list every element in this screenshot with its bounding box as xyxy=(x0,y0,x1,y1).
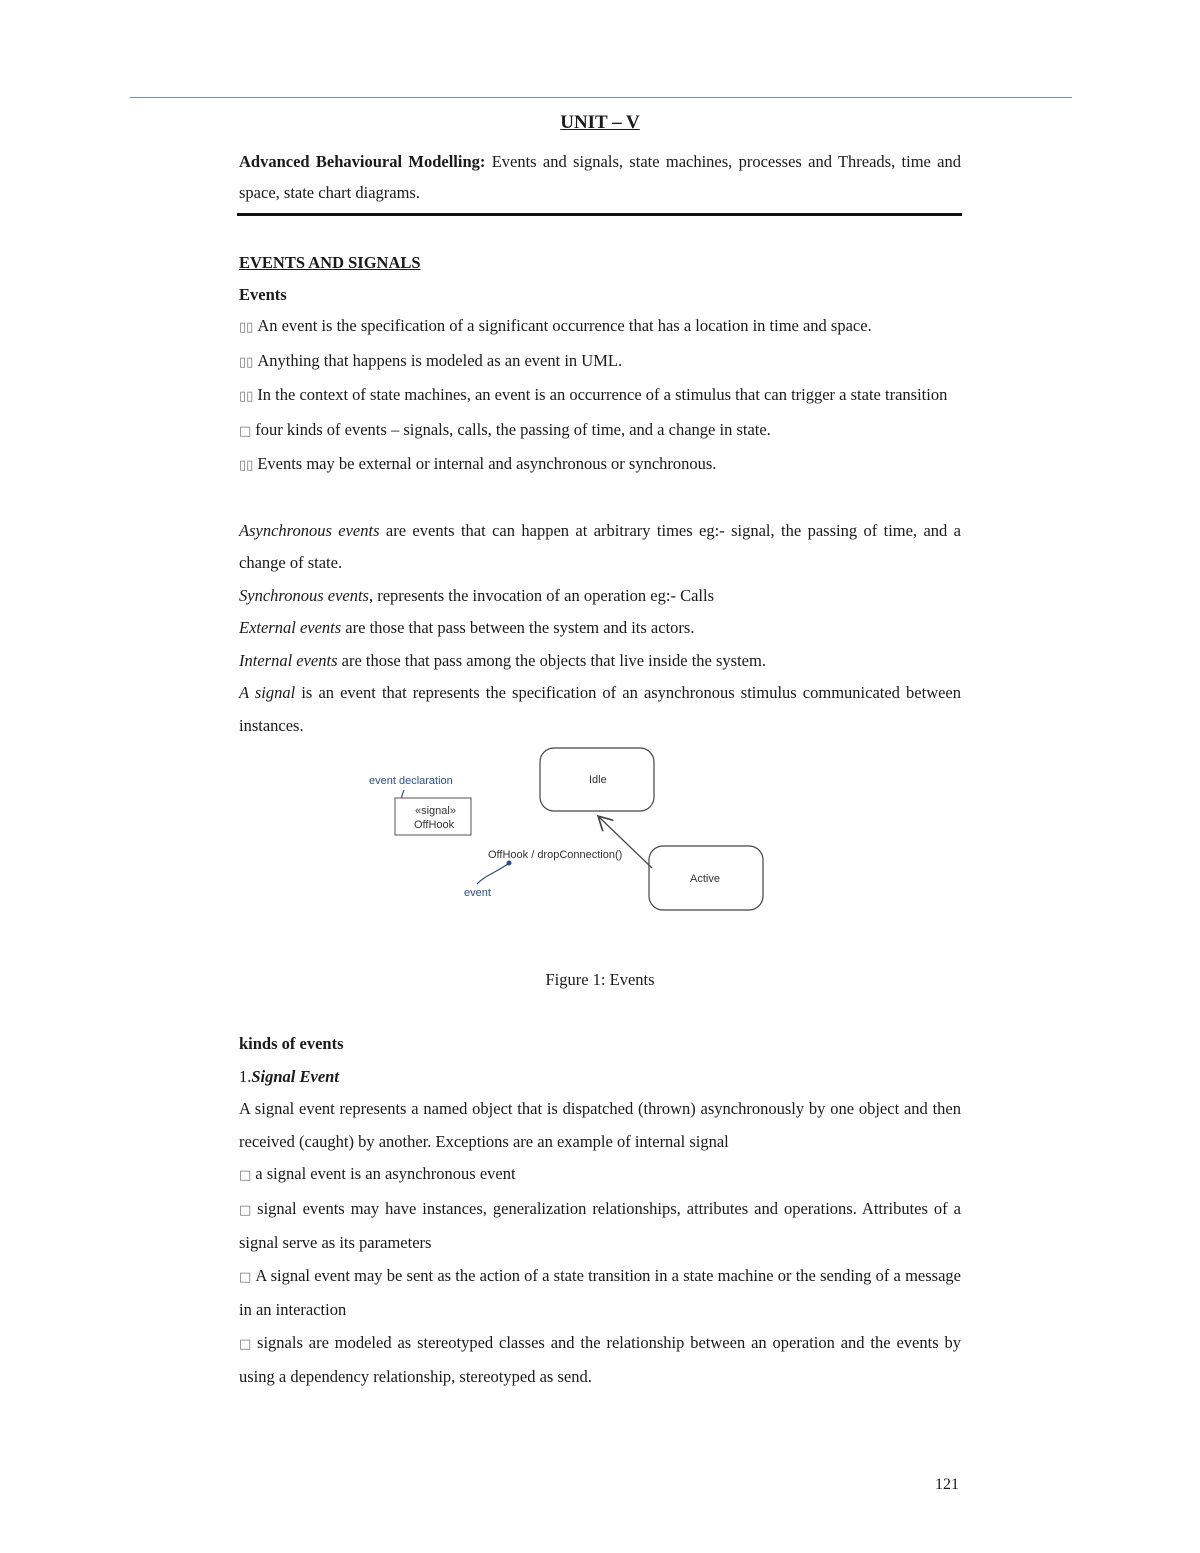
list-item xyxy=(239,379,961,414)
definition-synchronous xyxy=(239,580,961,613)
definition-text: are those that pass among the objects that live inside the system. xyxy=(337,650,766,670)
signal-event-heading xyxy=(239,1061,961,1093)
definition-text: is an event that represents the specification of an asynchronous stimulus communicated between instances. xyxy=(239,683,962,735)
bullet-icon: □ xyxy=(239,1269,252,1285)
list-item xyxy=(239,1327,961,1394)
bullet-icon: ▯▯ xyxy=(239,458,254,473)
unit-intro xyxy=(239,146,961,208)
bullet-text: An event is the specification of a significant occurrence that has a location in time and space. xyxy=(257,316,872,335)
definition-term: A signal xyxy=(239,683,296,702)
page-content xyxy=(239,110,961,1394)
event-pointer xyxy=(477,863,509,884)
transition-label: OffHook / dropConnection() xyxy=(488,849,623,861)
event-declaration-label: event declaration xyxy=(369,775,453,787)
header-rule xyxy=(130,97,1072,98)
figure-caption: Figure 1: Events xyxy=(545,970,655,989)
intro-divider xyxy=(237,213,962,216)
item-title: Signal Event xyxy=(251,1067,339,1086)
spacer xyxy=(239,483,961,515)
bullet-icon: ▯▯ xyxy=(239,389,254,404)
definition-term: Internal events xyxy=(239,650,338,670)
intro-text: Events and signals, state machines, processes and Threads, time and space, state chart diagrams. xyxy=(239,152,961,202)
definition-term: External events xyxy=(239,618,342,637)
active-state-label: Active xyxy=(690,873,720,885)
kinds-heading: kinds of events xyxy=(239,1034,344,1053)
list-item xyxy=(239,1193,961,1260)
events-heading: Events xyxy=(239,285,287,304)
signal-name: OffHook xyxy=(414,819,455,831)
bullet-text: four kinds of events – signals, calls, the passing of time, and a change in state. xyxy=(255,419,771,439)
definition-asynchronous xyxy=(239,515,961,580)
section-heading: EVENTS AND SIGNALS xyxy=(239,253,421,272)
list-item xyxy=(239,414,961,449)
item-number: 1. xyxy=(239,1067,252,1086)
bullet-text: a signal event is an asynchronous event xyxy=(255,1164,516,1183)
bullet-text: Anything that happens is modeled as an event in UML. xyxy=(257,350,623,370)
definition-term: Synchronous events xyxy=(239,585,369,605)
bullet-icon: □ xyxy=(239,1336,254,1352)
event-label: event xyxy=(464,887,491,899)
list-item xyxy=(239,345,961,380)
list-item xyxy=(239,1260,961,1327)
bullet-icon: ▯▯ xyxy=(239,354,254,370)
signal-stereotype: «signal» xyxy=(415,805,456,817)
definition-external xyxy=(239,612,961,645)
bullet-icon: ▯▯ xyxy=(239,320,254,335)
page-number: 121 xyxy=(935,1476,959,1493)
signal-event-description: A signal event represents a named object that is dispatched (thrown) asynchronously by one object and then received (caught) by another. Exceptions are an example of internal signal xyxy=(239,1099,961,1151)
bullet-icon: □ xyxy=(239,1202,254,1218)
unit-title: UNIT – V xyxy=(560,112,640,133)
state-diagram xyxy=(359,746,779,921)
list-item xyxy=(239,448,961,483)
list-item xyxy=(239,310,961,345)
bullet-text: signals are modeled as stereotyped classes and the relationship between an operation and the events by using a dependency relationship, stereotyped as send. xyxy=(239,1332,961,1386)
definition-internal xyxy=(239,645,961,678)
events-figure xyxy=(239,746,961,961)
definition-term: Asynchronous events xyxy=(239,520,380,540)
definition-text: are events that can happen at arbitrary times eg:- signal, the passing of time, and a change of state. xyxy=(239,520,961,572)
intro-label: Advanced Behavioural Modelling: xyxy=(239,152,486,171)
bullet-text: signal events may have instances, generalization relationships, attributes and operations. Attributes of a signal serve as its parameters xyxy=(239,1198,961,1252)
definition-text: , represents the invocation of an operation eg:- Calls xyxy=(368,585,715,605)
definition-signal xyxy=(239,677,961,742)
definition-text: are those that pass between the system and its actors. xyxy=(341,618,695,637)
bullet-icon: □ xyxy=(239,423,252,439)
bullet-text: Events may be external or internal and asynchronous or synchronous. xyxy=(257,454,717,473)
idle-state-label: Idle xyxy=(589,774,607,786)
bullet-text: A signal event may be sent as the action of a state transition in a state machine or the sending of a message in an interaction xyxy=(239,1265,961,1319)
bullet-icon: □ xyxy=(239,1168,252,1183)
list-item xyxy=(239,1158,961,1193)
bullet-text: In the context of state machines, an event is an occurrence of a stimulus that can trigger a state transition xyxy=(257,385,948,404)
